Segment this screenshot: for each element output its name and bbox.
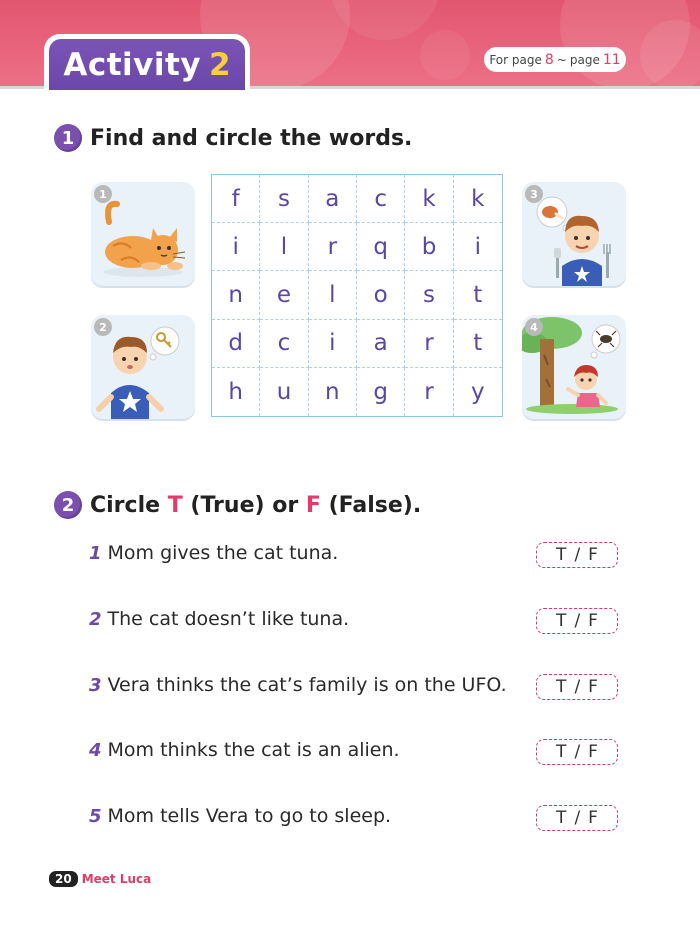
grid-cell[interactable]: d [212,320,260,368]
statement-number: 2 [89,609,102,630]
page-number: 20 [49,871,78,887]
false-option[interactable]: F [588,611,598,631]
card-number: 3 [525,185,543,203]
section-number: 2 [54,491,82,519]
card-number: 4 [525,318,543,336]
activity-tab [44,34,250,90]
decor-bubble [420,30,470,80]
book-title: Meet Luca [81,872,152,886]
grid-cell[interactable]: g [357,368,405,416]
statement-row [89,805,391,827]
decor-bubble [640,20,700,86]
page-from: 8 [544,51,554,68]
grid-cell[interactable]: s [405,271,453,319]
grid-cell[interactable]: s [260,175,308,223]
grid-cell[interactable]: a [357,320,405,368]
statement-text: The cat doesn’t like tuna. [107,608,350,630]
grid-cell[interactable]: i [454,223,502,271]
false-option[interactable]: F [588,677,598,697]
word-search-grid [211,174,503,417]
statement-row [89,542,338,564]
grid-cell[interactable]: c [260,320,308,368]
statement-row [89,739,400,761]
grid-cell[interactable]: n [212,271,260,319]
true-option[interactable]: T [556,677,567,697]
statement-text: Vera thinks the cat’s family is on the UFO. [107,674,507,696]
page-reference: For page 8 ~ page 11 [484,47,626,72]
grid-cell[interactable]: t [454,271,502,319]
grid-cell[interactable]: i [309,320,357,368]
false-option[interactable]: F [588,808,598,828]
grid-cell[interactable]: e [260,271,308,319]
grid-cell[interactable]: r [405,368,453,416]
activity-title: Activity [63,46,202,83]
grid-cell[interactable]: f [212,175,260,223]
statement-number: 3 [89,675,102,696]
statement-text: Mom tells Vera to go to sleep. [107,805,392,827]
section-title: Circle T (True) or F (False). [90,492,422,518]
grid-cell[interactable]: l [260,223,308,271]
true-false-choice[interactable]: T / F [536,608,618,634]
false-letter: F [305,492,321,518]
false-option[interactable]: F [588,742,598,762]
statement-number: 1 [89,543,102,564]
picture-card-2 [91,315,195,419]
grid-cell[interactable]: u [260,368,308,416]
activity-number: 2 [209,46,231,83]
grid-cell[interactable]: k [454,175,502,223]
grid-cell[interactable]: r [309,223,357,271]
statement-number: 5 [89,806,102,827]
page-to: 11 [602,51,621,68]
true-option[interactable]: T [556,611,567,631]
statement-text: Mom gives the cat tuna. [107,542,339,564]
true-false-choice[interactable]: T / F [536,674,618,700]
picture-card-1 [91,182,195,286]
grid-cell[interactable]: y [471,378,485,405]
grid-cell[interactable]: q [357,223,405,271]
section-title: Find and circle the words. [90,125,413,151]
true-false-choice[interactable]: T / F [536,542,618,568]
section-number: 1 [54,124,82,152]
grid-cell[interactable]: l [309,271,357,319]
true-false-choice[interactable]: T / F [536,805,618,831]
grid-cell[interactable]: h [212,368,260,416]
picture-card-4 [522,315,626,419]
grid-cell[interactable]: n [309,368,357,416]
true-option[interactable]: T [556,545,567,565]
grid-cell[interactable]: o [357,271,405,319]
statement-row [89,608,349,630]
statement-text: Mom thinks the cat is an alien. [107,739,400,761]
grid-cell[interactable]: t [454,320,502,368]
grid-cell[interactable]: r [405,320,453,368]
picture-card-3 [522,182,626,286]
grid-cell[interactable]: k [405,175,453,223]
true-false-choice[interactable]: T / F [536,739,618,765]
statement-number: 4 [89,740,102,761]
page-footer [49,871,151,887]
true-letter: T [167,492,183,518]
true-option[interactable]: T [556,808,567,828]
grid-cell[interactable]: a [309,175,357,223]
card-number: 2 [94,318,112,336]
statement-row [89,674,507,696]
grid-cell[interactable]: b [405,223,453,271]
card-number: 1 [94,185,112,203]
true-option[interactable]: T [556,742,567,762]
section-2-heading [54,491,421,519]
false-option[interactable]: F [588,545,598,565]
grid-cell[interactable]: c [357,175,405,223]
section-1-heading [54,124,412,152]
grid-cell[interactable]: i [212,223,260,271]
